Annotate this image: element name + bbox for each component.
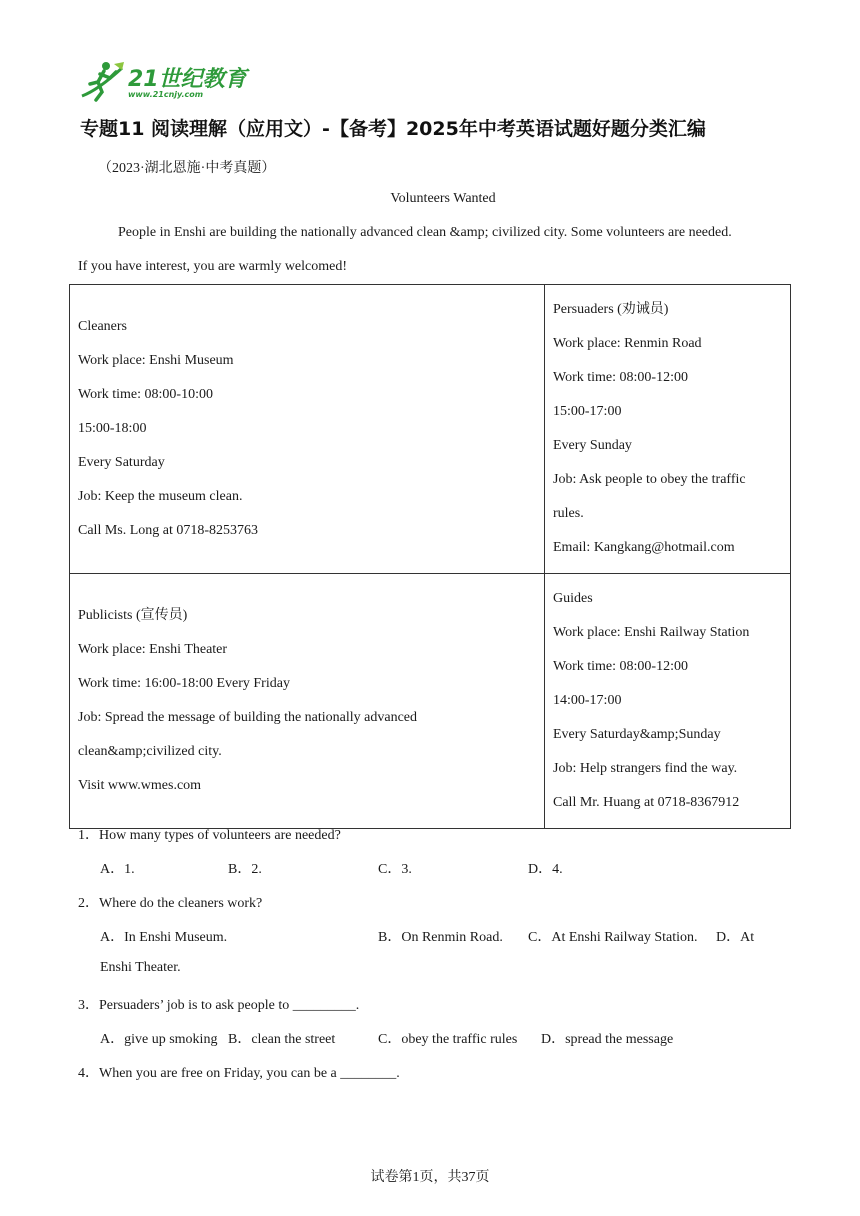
cleaners-cell	[70, 285, 545, 574]
passage-intro-line-1: People in Enshi are building the nationally advanced clean &amp; civilized city. Some volunteers are needed.	[118, 225, 732, 240]
q1-option-b: B．2.	[228, 862, 262, 877]
guides-time: Work time: 08:00-12:00	[553, 659, 688, 674]
cleaners-place: Work place: Enshi Museum	[78, 353, 234, 368]
persuaders-cell	[545, 285, 791, 574]
page-footer: 试卷第1页，共37页	[370, 1170, 490, 1185]
persuaders-time-2: 15:00-17:00	[553, 404, 622, 419]
persuaders-place: Work place: Renmin Road	[553, 336, 702, 351]
cleaners-time-2: 15:00-18:00	[78, 421, 147, 436]
question-1: 1．How many types of volunteers are needed?	[78, 828, 341, 843]
publicists-heading: Publicists (宣传员)	[78, 608, 188, 623]
q3-option-c: C．obey the traffic rules	[378, 1032, 518, 1047]
q2-option-a: A．In Enshi Museum.	[100, 930, 228, 945]
cleaners-time: Work time: 08:00-10:00	[78, 387, 213, 402]
runner-logo-icon	[78, 60, 126, 104]
cleaners-heading: Cleaners	[78, 319, 127, 334]
guides-heading: Guides	[553, 591, 593, 606]
question-3: 3．Persuaders’ job is to ask people to _________.	[78, 998, 360, 1013]
persuaders-heading: Persuaders (劝诫员)	[553, 302, 669, 317]
persuaders-job-2: rules.	[553, 506, 584, 521]
q1-option-c: C．3.	[378, 862, 412, 877]
persuaders-time: Work time: 08:00-12:00	[553, 370, 688, 385]
guides-day: Every Saturday&amp;Sunday	[553, 727, 721, 742]
guides-place: Work place: Enshi Railway Station	[553, 625, 750, 640]
question-4: 4．When you are free on Friday, you can be a ________.	[78, 1066, 400, 1081]
cleaners-contact: Call Ms. Long at 0718-8253763	[78, 523, 259, 538]
guides-cell	[545, 574, 791, 829]
publicists-contact: Visit www.wmes.com	[78, 778, 202, 793]
q3-option-b: B．clean the street	[228, 1032, 336, 1047]
page-title: 专题11 阅读理解（应用文）-【备考】2025年中考英语试题好题分类汇编	[80, 118, 706, 140]
publicists-place: Work place: Enshi Theater	[78, 642, 228, 657]
cleaners-day: Every Saturday	[78, 455, 165, 470]
brand-logo	[78, 60, 248, 106]
publicists-job: Job: Spread the message of building the nationally advanced	[78, 710, 418, 725]
persuaders-job: Job: Ask people to obey the traffic	[553, 472, 746, 487]
question-source: （2023·湖北恩施·中考真题）	[98, 161, 276, 176]
logo-brand-text: 21世纪教育	[128, 67, 247, 92]
q2-option-b: B．On Renmin Road.	[378, 930, 503, 945]
q2-option-c: C．At Enshi Railway Station.	[528, 930, 698, 945]
question-2: 2．Where do the cleaners work?	[78, 896, 263, 911]
publicists-time: Work time: 16:00-18:00 Every Friday	[78, 676, 290, 691]
q1-option-a: A．1.	[100, 862, 135, 877]
cleaners-job: Job: Keep the museum clean.	[78, 489, 243, 504]
logo-url-text: www.21cnjy.com	[128, 90, 204, 99]
volunteer-ads-table	[69, 284, 791, 829]
q1-option-d: D．4.	[528, 862, 563, 877]
q2-option-d-continued: Enshi Theater.	[100, 960, 181, 975]
passage-title: Volunteers Wanted	[390, 191, 496, 206]
publicists-job-2: clean&amp;civilized city.	[78, 744, 222, 759]
guides-contact: Call Mr. Huang at 0718-8367912	[553, 795, 740, 810]
passage-intro-line-2: If you have interest, you are warmly welcomed!	[78, 259, 348, 274]
publicists-cell	[70, 574, 545, 829]
q3-option-a: A．give up smoking	[100, 1032, 218, 1047]
persuaders-contact: Email: Kangkang@hotmail.com	[553, 540, 735, 555]
q2-option-d: D．At	[716, 930, 755, 945]
persuaders-day: Every Sunday	[553, 438, 632, 453]
guides-job: Job: Help strangers find the way.	[553, 761, 738, 776]
guides-time-2: 14:00-17:00	[553, 693, 622, 708]
q3-option-d: D．spread the message	[541, 1032, 674, 1047]
